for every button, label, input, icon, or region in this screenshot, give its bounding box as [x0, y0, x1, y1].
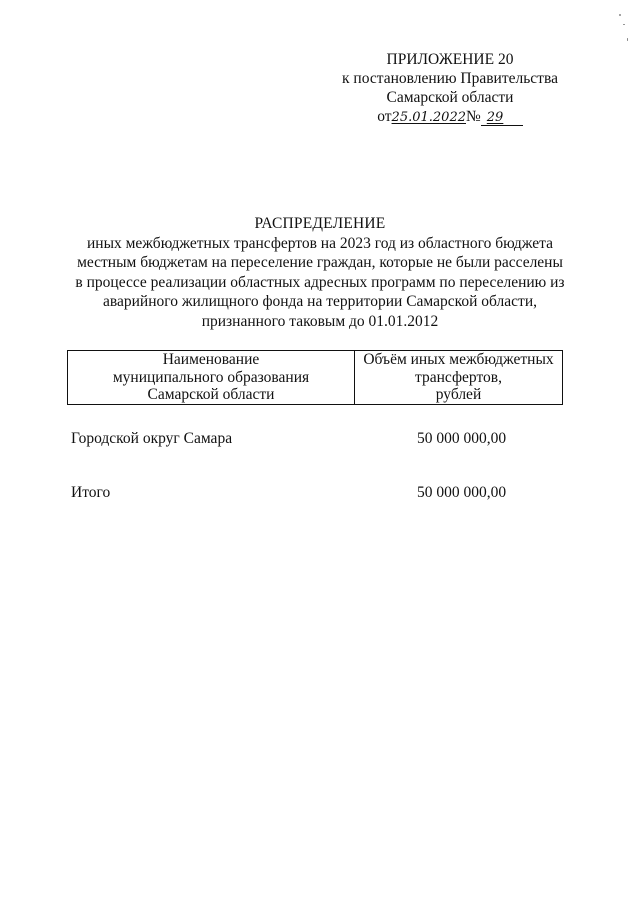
scan-specks — [601, 8, 631, 48]
title-heading: РАСПРЕДЕЛЕНИЕ — [254, 215, 386, 232]
annex-title: ПРИЛОЖЕНИЕ 20 — [386, 51, 514, 68]
annex-date-line — [377, 107, 523, 127]
subtitle-line: в процессе реализации областных адресных программ по переселению из — [75, 273, 565, 291]
date-prefix: от — [377, 108, 392, 125]
annex-block — [330, 50, 570, 127]
header-line: Наименование — [162, 351, 260, 368]
subtitle-line: признанного таковым до 01.01.2012 — [201, 312, 439, 330]
header-line: трансфертов, — [415, 368, 502, 386]
document-title — [60, 214, 580, 331]
subtitle-line: аварийного жилищного фонда на территории Самарской области, — [102, 293, 537, 310]
subtitle-line: местным бюджетам на переселение граждан, которые не были расселены — [77, 254, 563, 271]
row-amount: 50 000 000,00 — [417, 430, 507, 447]
subtitle-line: иных межбюджетных трансфертов на 2023 год из областного бюджета — [86, 234, 554, 252]
number-prefix: № — [465, 108, 481, 125]
row-municipality: Городской округ Самара — [71, 430, 233, 447]
handwritten-date: 25.01.2022 — [391, 110, 466, 125]
handwritten-number: 29 — [481, 111, 523, 126]
total-amount: 50 000 000,00 — [417, 484, 507, 501]
header-municipality — [68, 350, 355, 404]
header-amount — [355, 350, 562, 404]
total-label: Итого — [71, 484, 111, 501]
header-line: Самарской области — [147, 386, 275, 403]
table-header — [67, 350, 563, 405]
annex-reference: к постановлению Правительства — [342, 70, 558, 87]
header-line: Объём иных межбюджетных — [363, 351, 554, 368]
header-line: рублей — [435, 386, 482, 403]
annex-region: Самарской области — [386, 89, 514, 106]
header-line: муниципального образования — [112, 368, 310, 386]
